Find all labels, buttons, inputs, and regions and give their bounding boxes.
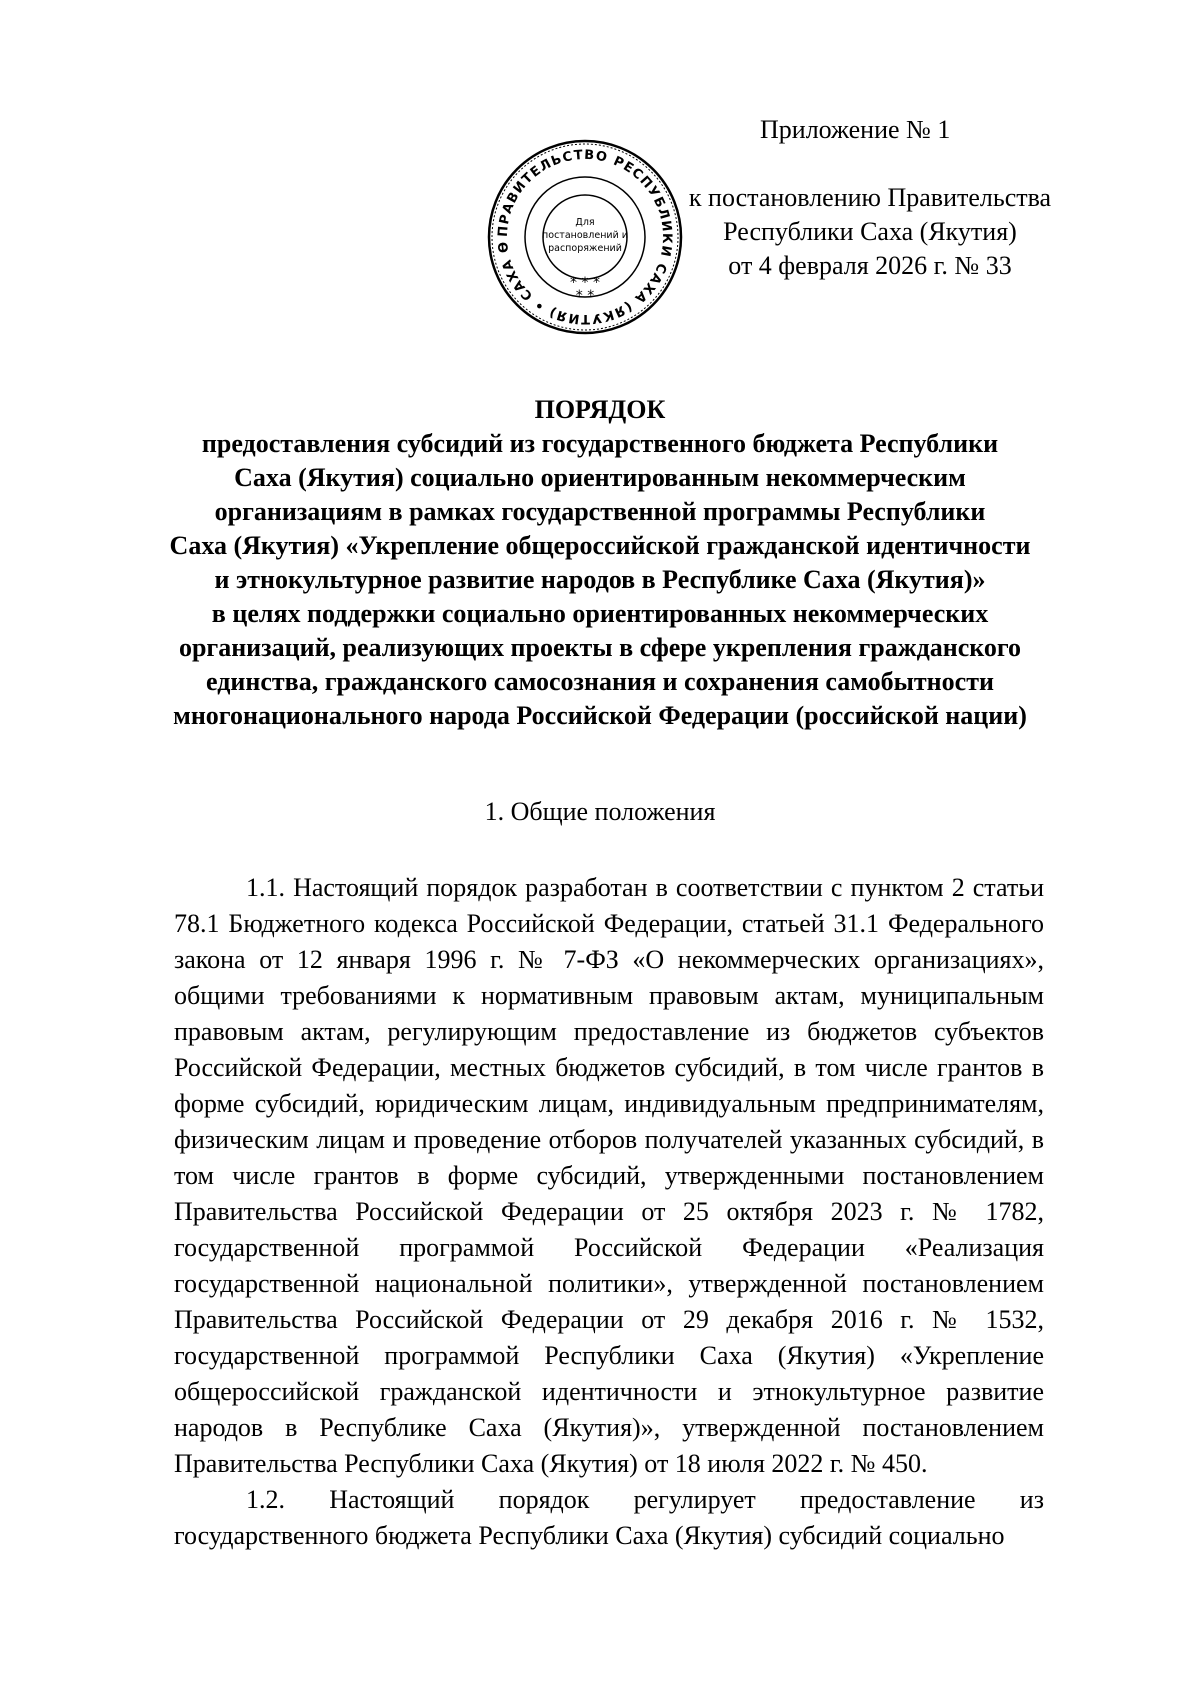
- title-line: единства, гражданского самосознания и сохранения самобытности: [206, 667, 994, 696]
- title-line: в целях поддержки социально ориентированных некоммерческих: [211, 599, 989, 628]
- paragraph-1-2: 1.2. Настоящий порядок регулирует предоставление из государственного бюджета Республики Саха (Якутия) субсидий социально: [174, 1485, 1044, 1550]
- appendix-reference-line-1: к постановлению Правительства: [688, 183, 1052, 212]
- section-heading: 1. Общие положения: [484, 797, 716, 826]
- title-line: Саха (Якутия) социально ориентированным некоммерческим: [234, 463, 966, 492]
- appendix-reference: [660, 181, 1080, 283]
- title-line: предоставления субсидий из государственного бюджета Республики: [201, 429, 999, 458]
- document-title: [150, 393, 1050, 733]
- title-line: и этнокультурное развитие народов в Республике Саха (Якутия)»: [214, 565, 986, 594]
- seal-stars-2: * *: [575, 288, 595, 304]
- seal-graphic: [485, 137, 685, 337]
- title-line: Саха (Якутия) «Укрепление общероссийской гражданской идентичности: [169, 531, 1031, 560]
- seal-center-line-3: распоряжений: [548, 243, 622, 254]
- official-seal: [485, 137, 685, 337]
- paragraph-1-1: 1.1. Настоящий порядок разработан в соответствии с пунктом 2 статьи 78.1 Бюджетного кодекса Российской Федерации, статьей 31.1 Федерального закона от 12 января 1996 г. № 7-ФЗ «О некоммерческих организациях», общими требованиями к нормативным правовым актам, муниципальным правовым актам, регулирующим предоставление из бюджетов субъектов Российской Федерации, местных бюджетов субсидий, в том числе грантов в форме субсидий, юридическим лицам, индивидуальным предпринимателям, физическим лицам и проведение отборов получателей указанных субсидий, в том числе грантов в форме субсидий, утвержденными постановлением Правительства Российской Федерации от 25 октября 2023 г. № 1782, государственной программой Российской Федерации «Реализация государственной национальной политики», утвержденной постановлением Правительства Российской Федерации от 29 декабря 2016 г. № 1532, государственной программой Республики Саха (Якутия) «Укрепление общероссийской гражданской идентичности и этнокультурное развитие народов в Республике Саха (Якутия)», утвержденной постановлением Правительства Республики Саха (Якутия) от 18 июля 2022 г. № 450.: [174, 873, 1044, 1478]
- seal-stars: * * *: [570, 275, 600, 291]
- appendix-reference-line-2: Республики Саха (Якутия): [723, 217, 1017, 246]
- title-line: организаций, реализующих проекты в сфере укрепления гражданского: [178, 633, 1022, 662]
- seal-center-line-1: Для: [575, 217, 595, 228]
- document-body: [174, 870, 1044, 1554]
- appendix-reference-line-3: от 4 февраля 2026 г. № 33: [728, 251, 1012, 280]
- appendix-header: [660, 113, 1120, 283]
- appendix-number: Приложение № 1: [760, 115, 951, 144]
- title-line: многонационального народа Российской Федерации (российской нации): [173, 701, 1027, 730]
- title-line: организациям в рамках государственной программы Республики: [214, 497, 986, 526]
- title-heading: ПОРЯДОК: [534, 395, 666, 424]
- seal-outer-text: ПРАВИТЕЛЬСТВО РЕСПУБЛИКИ САХА (ЯКУТИЯ) • САХА Ө: [495, 147, 675, 327]
- seal-center-line-2: постановлений и: [542, 230, 628, 241]
